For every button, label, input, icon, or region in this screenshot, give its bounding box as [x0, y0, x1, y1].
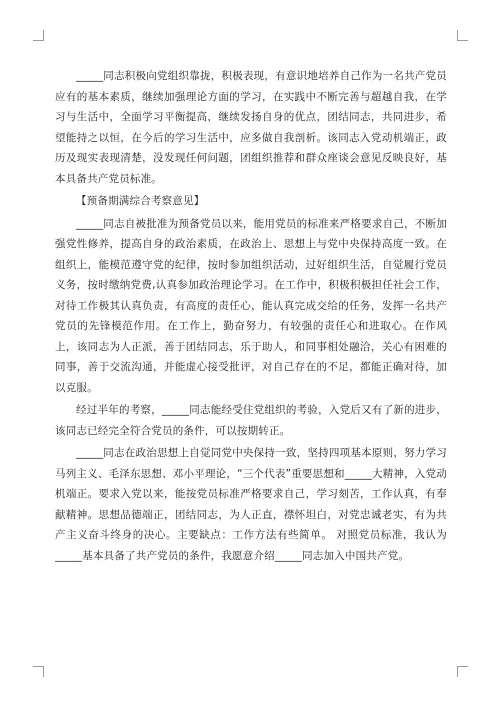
crop-mark-bottom-left	[33, 666, 44, 677]
paragraph-conclusion: 经过半年的考察，_____同志能经受住党组织的考验，入党后又有了新的进步，该同志已经完全符合党员的条件，可以按期转正。	[55, 404, 447, 437]
section-heading: 【预备期满综合考察意见】	[76, 195, 205, 207]
paragraph-probation-assessment: _____同志积极向党组织靠拢，积极表现，有意识地培养自己作为一名共产党员应有的基本素质，继续加强理论方面的学习，在实践中不断完善与超越自我，在学习与生活中，全面学习平衡提高，继续发扬自身的优点，团结同志，共同进步，希望能持之以恒，在今后的学习生活中，应多做自我剖析。该同志入党动机端正，政历及现实表现清楚，没发现任何问题，团组织推荐和群众座谈会意见反映良好，基本具备共产党员标准。	[55, 70, 447, 185]
crop-mark-bottom-right	[457, 666, 468, 677]
paragraph-recommendation: _____同志在政治思想上自觉同党中央保持一致，坚持四项基本原则，努力学习马列主义、毛泽东思想、邓小平理论，“三个代表”重要思想和_____大精神，入党动机端正。要求入党以来，能按党员标准严格要求自己，学习刻苦，工作认真，有奉献精神。思想品德端正，团结同志，为人正直，襟怀坦白，对党忠诚老实，有为共产主义奋斗终身的决心。主要缺点：工作方法有些简单。 对照党员标准，我认为_____基本具备了共产党员的条件，我愿意介绍_____同志加入中国共产党。	[55, 447, 447, 562]
document-body	[55, 66, 447, 566]
paragraph-probation-review: _____同志自被批准为预备党员以来，能用党员的标准来严格要求自己，不断加强党性修养，提高自身的政治素质，在政治上、思想上与党中央保持高度一致。在组织上，能模范遵守党的纪律，按时参加组织活动，过好组织生活，自觉履行党员义务，按时缴纳党费,认真参加政治理论学习。在工作中，积极积极担任社会工作，对待工作极其认真负责，有高度的责任心，能认真完成交给的任务，发挥一名共产党员的先锋模范作用。在工作上，勤奋努力，有较强的责任心和进取心。在作风上，该同志为人正派，善于团结同志，乐于助人，和同事相处融洽，关心有困难的同事，善于交流沟通，并能虚心接受批评，对自己存在的不足，都能正确对待，加以克服。	[55, 217, 447, 394]
crop-mark-top-left	[33, 30, 44, 41]
crop-mark-top-right	[457, 30, 468, 41]
